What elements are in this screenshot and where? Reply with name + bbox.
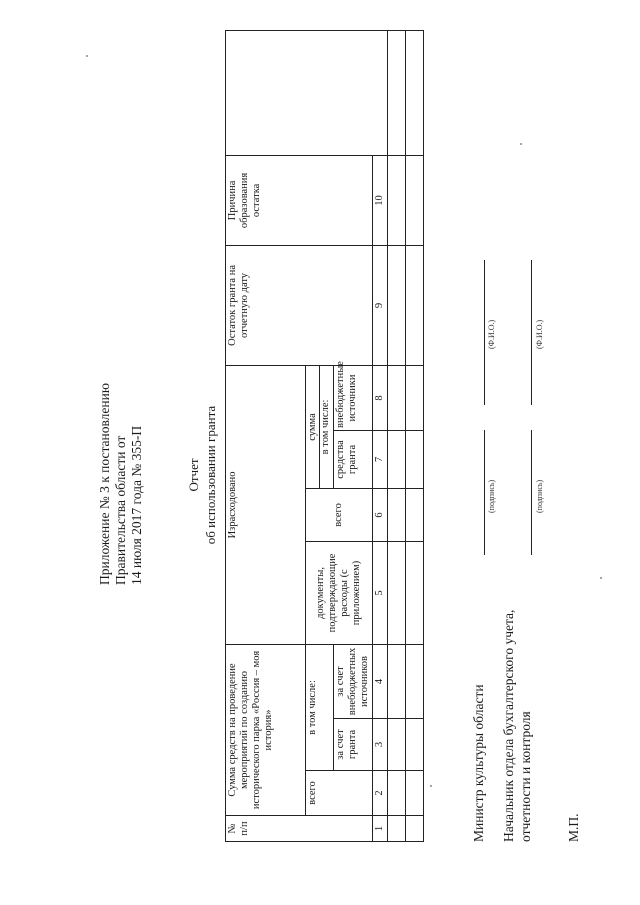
table-cell — [406, 30, 424, 155]
scan-speck — [430, 785, 432, 787]
scan-speck — [520, 143, 522, 145]
minister-signature-hint: (подпись) — [487, 479, 496, 513]
grant-report-table — [225, 30, 424, 842]
table-cell — [388, 155, 406, 245]
header-total: всего — [306, 771, 373, 816]
table-cell — [406, 771, 424, 816]
table-cell — [406, 644, 424, 718]
title-line: об использовании гранта — [203, 405, 218, 545]
column-number: 1 — [373, 816, 388, 842]
extra-empty-column — [226, 30, 388, 155]
head-signature-hint: (подпись) — [535, 479, 544, 513]
table-cell — [406, 488, 424, 541]
header-extra-sources: внебюджетные источники — [334, 365, 373, 430]
minister-title: Министр культуры области — [471, 684, 486, 842]
head-title-line1: Начальник отдела бухгалтерского учета, — [501, 609, 516, 842]
minister-name-hint: (Ф.И.О.) — [487, 319, 496, 349]
column-number: 3 — [373, 719, 388, 771]
table-cell — [388, 245, 406, 365]
table-cell — [388, 771, 406, 816]
header-extra-account: за счет внебюджетных источников — [334, 644, 373, 718]
table-cell — [406, 245, 424, 365]
title-line: Отчет — [186, 458, 201, 492]
table-cell — [406, 365, 424, 430]
column-number: 9 — [373, 245, 388, 365]
column-number: 6 — [373, 488, 388, 541]
column-number: 7 — [373, 430, 388, 488]
header-number: № п/п — [226, 816, 373, 842]
spent-incl-label: в том числе: — [319, 366, 332, 488]
column-number: 5 — [373, 541, 388, 644]
table-cell — [388, 430, 406, 488]
table-cell — [388, 816, 406, 842]
scan-speck — [600, 577, 602, 579]
stamp-place: М.П. — [566, 813, 581, 842]
header-spent-total: всего — [306, 488, 373, 541]
table-cell — [406, 430, 424, 488]
table-cell — [388, 719, 406, 771]
document-title — [185, 375, 219, 575]
scan-speck — [86, 55, 88, 57]
table-cell — [388, 488, 406, 541]
header-grant-account: за счет гранта — [334, 719, 373, 771]
head-title-line2: отчетности и контроля — [518, 711, 533, 842]
head-name-line — [531, 260, 532, 405]
header-docs: документы, подтверждающие расходы (с приложением) — [306, 541, 373, 644]
header-line: 14 июля 2017 года № 355-П — [129, 425, 144, 585]
table-cell — [388, 30, 406, 155]
table-cell — [388, 644, 406, 718]
header-sum-label — [306, 365, 334, 488]
minister-name-line — [484, 260, 485, 405]
table-cell — [406, 816, 424, 842]
table-cell — [406, 541, 424, 644]
column-number: 8 — [373, 365, 388, 430]
head-name-hint: (Ф.И.О.) — [535, 319, 544, 349]
header-line: Правительства области от — [113, 435, 128, 585]
table-cell — [406, 155, 424, 245]
header-remainder: Остаток гранта на отчетную дату — [226, 245, 373, 365]
table-cell — [406, 719, 424, 771]
table-cell — [388, 541, 406, 644]
header-reason: Причина образования остатка — [226, 155, 373, 245]
header-sum: Сумма средств на проведение мероприятий по созданию исторического парка «Россия – моя история» — [226, 644, 306, 815]
minister-signature-line — [484, 430, 485, 555]
column-number: 10 — [373, 155, 388, 245]
header-spent: Израсходовано — [226, 365, 306, 644]
table-cell — [388, 365, 406, 430]
sum-label: сумма — [307, 413, 318, 441]
head-signature-line — [531, 430, 532, 555]
column-number: 2 — [373, 771, 388, 816]
header-incl: в том числе: — [306, 644, 334, 770]
appendix-header — [97, 335, 145, 585]
header-grant-funds: средства гранта — [334, 430, 373, 488]
column-number: 4 — [373, 644, 388, 718]
header-line: Приложение № 3 к постановлению — [97, 383, 112, 585]
